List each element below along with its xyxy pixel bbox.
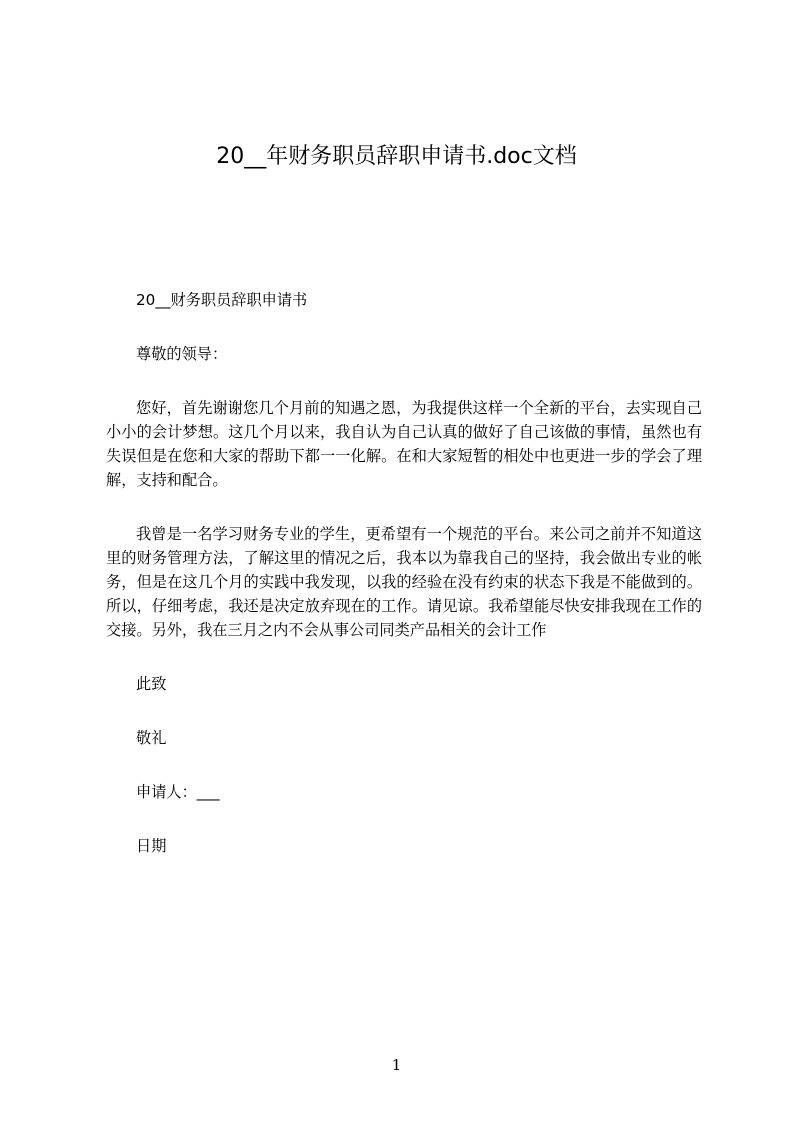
letter-closing-zhizhi: 此致	[136, 675, 167, 693]
letter-closing-jingli: 敬礼	[136, 729, 167, 747]
document-title: 20__年财务职员辞职申请书.doc文档	[216, 144, 577, 169]
letter-applicant: 申请人：___	[136, 783, 220, 801]
letter-heading: 20__财务职员辞职申请书	[136, 291, 308, 309]
document-body	[106, 288, 702, 888]
letter-date: 日期	[136, 837, 167, 855]
letter-salutation: 尊敬的领导：	[136, 345, 228, 363]
page-number: 1	[391, 1056, 402, 1074]
letter-paragraph-2: 我曾是一名学习财务专业的学生，更希望有一个规范的平台。来公司之前并不知道这里的财务管理方法，了解这里的情况之后，我本以为靠我自己的坚持，我会做出专业的帐务，但是在这几个月的实践中我发现，以我的经验在没有约束的状态下我是不能做到的。所以，仔细考虑，我还是决定放弃现在的工作。请见谅。我希望能尽快安排我现在工作的交接。另外，我在三月之内不会从事公司同类产品相关的会计工作	[106, 525, 702, 639]
letter-paragraph-1: 您好，首先谢谢您几个月前的知遇之恩，为我提供这样一个全新的平台，去实现自己小小的会计梦想。这几个月以来，我自认为自己认真的做好了自己该做的事情，虽然也有失误但是在您和大家的帮助下都一一化解。在和大家短暂的相处中也更进一步的学会了理解，支持和配合。	[106, 399, 702, 489]
